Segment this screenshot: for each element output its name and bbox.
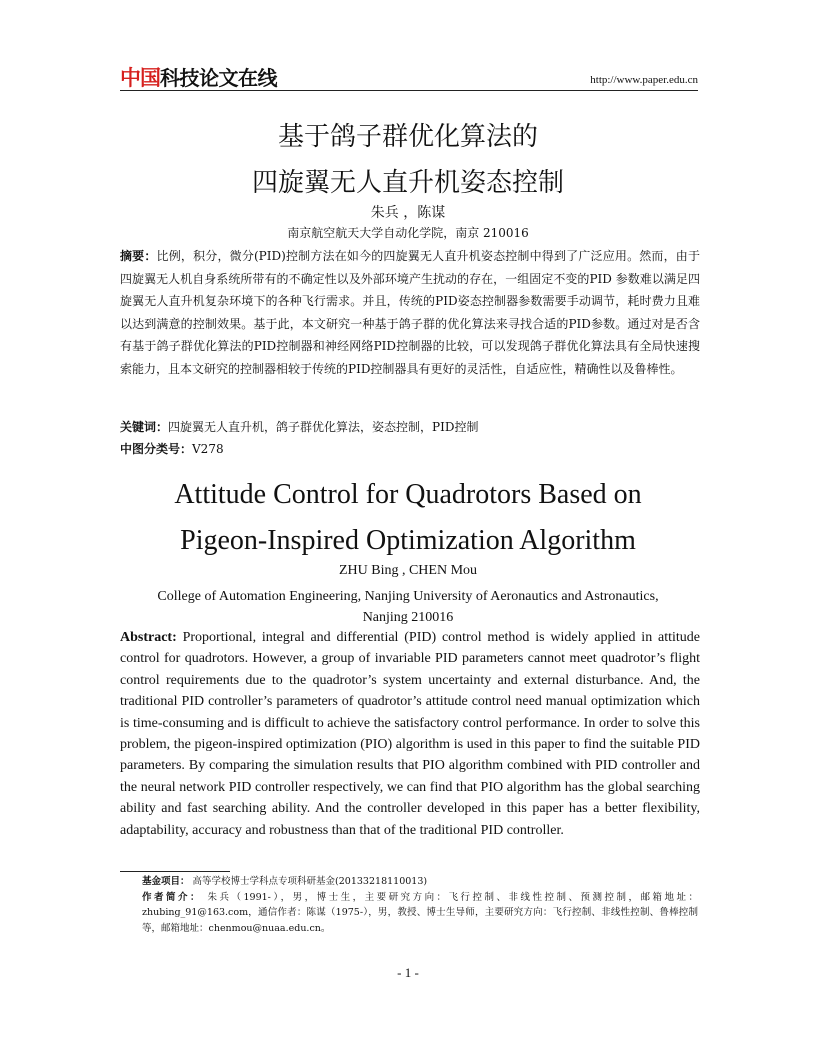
en-abstract-text: Proportional, integral and differential (PID) control method is widely applied in attitude control for quadrotors. However, a group of invariable PID parameters cannot meet quadrotor’s flight control requirements due to the quadrotor’s system uncertainty and external disturbance. And, the traditional PID controller’s parameters of quadrotor’s attitude control need manual optimization which is time-consuming and is difficult to achieve the satisfactory control performance. In order to solve this problem, the pigeon-inspired optimization (PIO) algorithm is used in this paper to find the suitable PID parameters. By comparing the simulation results that PIO algorithm combined with PID controller and the neural network PID controller respectively, we can find that PIO algorithm has the global searching ability and fast searching ability. And the controller developed in this paper has a better flexibility, adaptability, accuracy and robustness than that of the traditional PID controller.: [120, 630, 701, 838]
cn-keywords-text: 四旋翼无人直升机，鸽子群优化算法，姿态控制，PID控制: [168, 420, 479, 434]
en-title-line2: Pigeon-Inspired Optimization Algorithm: [180, 525, 636, 556]
cn-keywords: [120, 418, 478, 435]
footnote: [120, 874, 698, 936]
en-abstract: [120, 627, 700, 841]
logo-red-text: 中国: [120, 66, 160, 90]
footnote-divider: [120, 871, 230, 872]
page-header: [120, 62, 698, 91]
site-logo[interactable]: [120, 62, 277, 90]
en-authors: ZHU Bing , CHEN Mou: [338, 563, 478, 578]
cn-keywords-label: 关键词：: [120, 420, 169, 434]
cn-affiliation: 南京航空航天大学自动化学院，南京 210016: [287, 226, 529, 240]
footnote-fund-label: 基金项目：: [142, 876, 190, 887]
cn-abstract: [120, 245, 700, 380]
en-affiliation-line2: Nanjing 210016: [362, 610, 454, 625]
footnote-author-label: 作者简介：: [142, 891, 202, 903]
cn-authors: 朱兵 ，陈谋: [370, 205, 446, 221]
cn-classification-text: V278: [192, 442, 224, 456]
en-affiliation: [0, 586, 816, 628]
cn-title-line2: 四旋翼无人直升机姿态控制: [251, 168, 564, 198]
footnote-author: [120, 890, 698, 937]
logo-black-text: 科技论文在线: [160, 66, 277, 90]
cn-classification: [120, 440, 224, 457]
cn-title-line1: 基于鸽子群优化算法的: [277, 122, 538, 152]
footnote-author-text: 朱兵（1991-），男，博士生，主要研究方向：飞行控制、非线性控制、预测控制，邮箱地址：zhubing_91@163.com，通信作者：陈谋（1975-），男，教授、博士生导师，主要研究方向：飞行控制、非线性控制、鲁棒控制等，邮箱地址：chenmou@nuaa.edu.cn。: [142, 891, 698, 934]
footnote-fund: [120, 874, 698, 890]
page-number: - 1 -: [397, 965, 419, 980]
footnote-fund-text: 高等学校博士学科点专项科研基金(20133218110013): [192, 876, 428, 887]
en-title-line1: Attitude Control for Quadrotors Based on: [174, 479, 642, 510]
header-url-link[interactable]: http://www.paper.edu.cn: [590, 74, 698, 86]
cn-abstract-text: 比例，积分，微分(PID)控制方法在如今的四旋翼无人直升机姿态控制中得到了广泛应用。然而，由于四旋翼无人机自身系统所带有的不确定性以及外部环境产生扰动的存在，一组固定不变的PID 参数难以满足四旋翼无人直升机复杂环境下的各种飞行需求。并且，传统的PID姿态控制器参数需要手动调节，耗时费力且难以达到满意的控制效果。基于此，本文研究一种基于鸽子群的优化算法来寻找合适的PID参数。通过对是否含有基于鸽子群优化算法的PID控制器和神经网络PID控制器的比较，可以发现鸽子群优化算法具有全局快速搜索能力，且本文研究的控制器相较于传统的PID控制器具有更好的灵活性，自适应性，精确性以及鲁棒性。: [120, 249, 700, 376]
cn-classification-label: 中图分类号：: [120, 442, 193, 456]
cn-abstract-label: 摘要：: [120, 249, 157, 263]
en-affiliation-line1: College of Automation Engineering, Nanjing University of Aeronautics and Astronautics,: [157, 589, 659, 604]
en-abstract-label: Abstract:: [120, 630, 177, 645]
